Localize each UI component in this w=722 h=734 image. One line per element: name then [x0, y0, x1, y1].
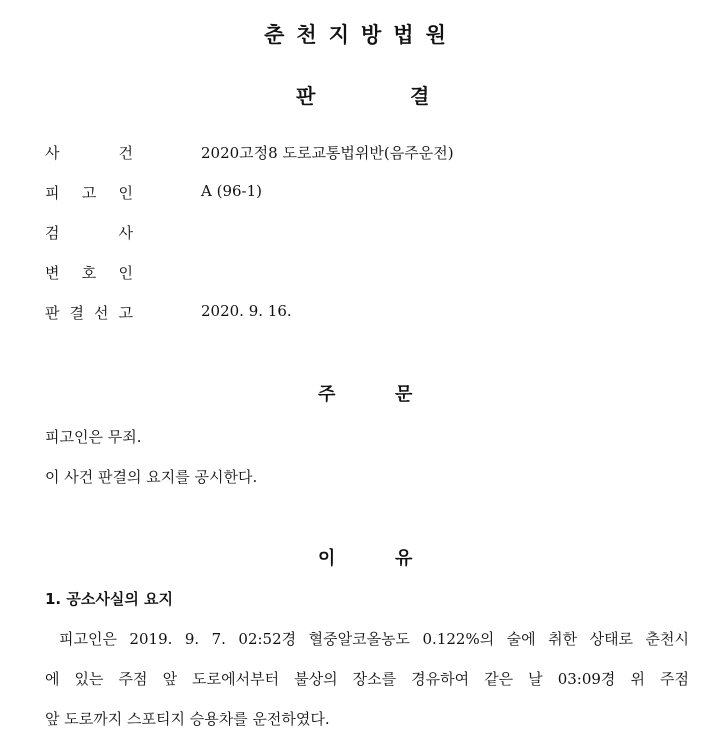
document-type-char: 결: [410, 84, 430, 108]
label-char: 변: [45, 264, 60, 282]
label-char: 호: [81, 264, 97, 282]
label-char: 건: [118, 144, 133, 162]
case-info-value: 2020. 9. 16.: [201, 302, 292, 320]
label-char: 피: [45, 184, 60, 202]
label-char: 인: [118, 264, 133, 282]
label-char: 고: [81, 184, 97, 202]
document-type-char: 판: [296, 84, 316, 108]
heading-char: 유: [395, 548, 413, 569]
order-line: 이 사건 판결의 요지를 공시한다.: [45, 468, 258, 486]
document-type: [0, 80, 722, 110]
case-info-label: [45, 302, 133, 323]
case-info-value: A (96-1): [201, 182, 263, 200]
label-char: 인: [118, 184, 133, 202]
case-info-label: [45, 262, 133, 283]
reasons-paragraph-line: 앞 도로까지 스포티지 승용차를 운전하였다.: [45, 710, 330, 728]
reasons-paragraph-line: 에 있는 주점 앞 도로에서부터 불상의 장소를 경유하여 같은 날 03:09경 위 주점: [45, 670, 689, 688]
case-info-label: [45, 222, 133, 243]
case-info-value: 2020고정8 도로교통법위반(음주운전): [201, 144, 454, 162]
heading-char: 이: [318, 548, 336, 569]
label-char: 판: [45, 304, 60, 322]
court-name: 춘천지방법원: [264, 23, 458, 47]
heading-char: 주: [318, 384, 336, 405]
reasons-subheading: 1. 공소사실의 요지: [45, 590, 174, 608]
label-char: 사: [45, 144, 60, 162]
order-line: 피고인은 무죄.: [45, 428, 142, 446]
reasons-paragraph-line: 피고인은 2019. 9. 7. 02:52경 혈중알코올농도 0.122%의 술에 취한 상태로 춘천시: [59, 630, 689, 648]
label-char: 고: [118, 304, 133, 322]
heading-char: 문: [395, 384, 413, 405]
reasons-heading: [0, 544, 722, 572]
case-info-label: [45, 142, 133, 163]
order-heading: [0, 380, 722, 408]
label-char: 선: [94, 304, 109, 322]
label-char: 사: [118, 224, 133, 242]
label-char: 결: [69, 304, 84, 322]
label-char: 검: [45, 224, 60, 242]
case-info-label: [45, 182, 133, 203]
